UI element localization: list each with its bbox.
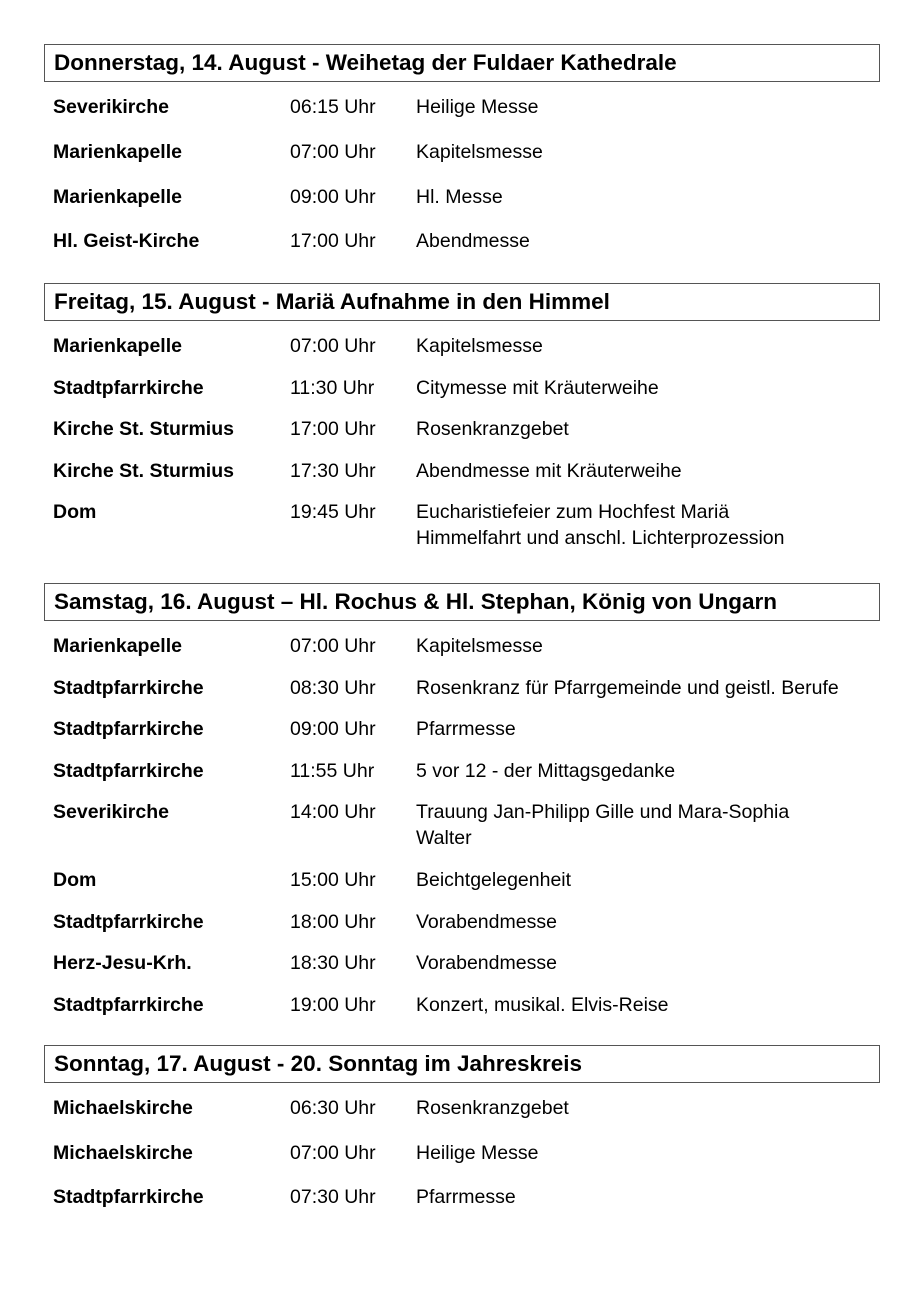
entry-description: Kapitelsmesse <box>416 335 543 357</box>
entry-description: 5 vor 12 - der Mittagsgedanke <box>416 760 676 782</box>
entry-time: 19:00 Uhr <box>290 994 376 1016</box>
schedule-entry <box>0 992 924 1032</box>
day-header: Donnerstag, 14. August - Weihetag der Fuldaer Kathedrale <box>44 44 880 82</box>
schedule-entry <box>0 1140 924 1184</box>
entry-description: Rosenkranzgebet <box>416 1097 569 1119</box>
entry-description: Kapitelsmesse <box>416 141 543 163</box>
entry-place: Severikirche <box>53 96 170 118</box>
entry-description: Pfarrmesse <box>416 1186 516 1208</box>
entry-time: 11:55 Uhr <box>290 760 375 782</box>
entry-time: 06:30 Uhr <box>290 1097 376 1119</box>
schedule-entry <box>0 416 924 458</box>
entry-time: 18:00 Uhr <box>290 911 376 933</box>
entry-time: 07:00 Uhr <box>290 635 376 657</box>
entry-description: Citymesse mit Kräuterweihe <box>416 377 659 399</box>
schedule-entry <box>0 950 924 992</box>
schedule-entry <box>0 633 924 675</box>
entry-time: 07:00 Uhr <box>290 1142 376 1164</box>
entry-description: Abendmesse mit Kräuterweihe <box>416 460 682 482</box>
entry-place: Marienkapelle <box>53 335 182 357</box>
entry-time: 17:00 Uhr <box>290 230 376 252</box>
entry-time: 09:00 Uhr <box>290 718 376 740</box>
entry-description: Heilige Messe <box>416 96 539 118</box>
entry-time: 06:15 Uhr <box>290 96 376 118</box>
entry-description: Trauung Jan-Philipp Gille und Mara-Sophia Walter <box>416 801 790 849</box>
day-section-saturday <box>0 583 924 1032</box>
entry-description: Eucharistiefeier zum Hochfest Mariä Himmelfahrt und anschl. Lichterprozession <box>416 501 785 549</box>
entry-place: Stadtpfarrkirche <box>53 677 204 699</box>
entry-place: Stadtpfarrkirche <box>53 911 204 933</box>
entry-place: Hl. Geist-Kirche <box>53 230 200 252</box>
schedule-entry <box>0 675 924 716</box>
entry-time: 19:45 Uhr <box>290 501 376 523</box>
schedule-page <box>0 44 924 1224</box>
entry-time: 15:00 Uhr <box>290 869 376 891</box>
entry-description: Beichtgelegenheit <box>416 869 572 891</box>
schedule-entry <box>0 867 924 909</box>
entry-place: Marienkapelle <box>53 635 182 657</box>
schedule-entry <box>0 333 924 375</box>
entry-place: Dom <box>53 501 97 523</box>
entry-list <box>0 94 924 271</box>
schedule-entry <box>0 909 924 950</box>
entry-place: Marienkapelle <box>53 141 182 163</box>
entry-place: Michaelskirche <box>53 1142 193 1164</box>
entry-place: Dom <box>53 869 97 891</box>
entry-description: Hl. Messe <box>416 186 503 208</box>
entry-description: Konzert, musikal. Elvis-Reise <box>416 994 669 1016</box>
entry-list <box>0 333 924 569</box>
entry-place: Stadtpfarrkirche <box>53 760 204 782</box>
entry-time: 07:00 Uhr <box>290 141 376 163</box>
entry-time: 17:30 Uhr <box>290 460 376 482</box>
schedule-entry <box>0 799 924 867</box>
entry-time: 07:00 Uhr <box>290 335 376 357</box>
entry-time: 11:30 Uhr <box>290 377 375 399</box>
entry-list <box>0 633 924 1032</box>
day-section-sunday <box>0 1045 924 1224</box>
schedule-entry <box>0 1095 924 1140</box>
entry-place: Kirche St. Sturmius <box>53 418 234 440</box>
entry-time: 07:30 Uhr <box>290 1186 376 1208</box>
schedule-entry <box>0 716 924 758</box>
entry-place: Stadtpfarrkirche <box>53 718 204 740</box>
entry-time: 18:30 Uhr <box>290 952 376 974</box>
entry-description: Rosenkranzgebet <box>416 418 569 440</box>
entry-place: Stadtpfarrkirche <box>53 377 204 399</box>
entry-place: Severikirche <box>53 801 170 823</box>
schedule-entry <box>0 94 924 139</box>
day-section-friday <box>0 283 924 569</box>
entry-list <box>0 1095 924 1224</box>
entry-description: Vorabendmesse <box>416 911 557 933</box>
entry-place: Kirche St. Sturmius <box>53 460 234 482</box>
schedule-entry <box>0 499 924 569</box>
schedule-entry <box>0 758 924 799</box>
entry-place: Stadtpfarrkirche <box>53 1186 204 1208</box>
entry-place: Marienkapelle <box>53 186 182 208</box>
entry-description: Abendmesse <box>416 230 530 252</box>
entry-place: Herz-Jesu-Krh. <box>53 952 192 974</box>
entry-description: Rosenkranz für Pfarrgemeinde und geistl. Berufe <box>416 677 839 699</box>
entry-time: 17:00 Uhr <box>290 418 376 440</box>
entry-place: Stadtpfarrkirche <box>53 994 204 1016</box>
entry-description: Pfarrmesse <box>416 718 516 740</box>
schedule-entry <box>0 1184 924 1224</box>
entry-time: 09:00 Uhr <box>290 186 376 208</box>
entry-time: 14:00 Uhr <box>290 801 376 823</box>
entry-description: Heilige Messe <box>416 1142 539 1164</box>
day-header: Freitag, 15. August - Mariä Aufnahme in den Himmel <box>44 283 880 321</box>
entry-description: Kapitelsmesse <box>416 635 543 657</box>
entry-time: 08:30 Uhr <box>290 677 376 699</box>
entry-place: Michaelskirche <box>53 1097 193 1119</box>
schedule-entry <box>0 375 924 416</box>
entry-description: Vorabendmesse <box>416 952 557 974</box>
schedule-entry <box>0 139 924 184</box>
day-section-thursday <box>0 44 924 271</box>
schedule-entry <box>0 184 924 228</box>
day-header: Samstag, 16. August – Hl. Rochus & Hl. Stephan, König von Ungarn <box>44 583 880 621</box>
schedule-entry <box>0 228 924 271</box>
day-header: Sonntag, 17. August - 20. Sonntag im Jahreskreis <box>44 1045 880 1083</box>
schedule-entry <box>0 458 924 499</box>
